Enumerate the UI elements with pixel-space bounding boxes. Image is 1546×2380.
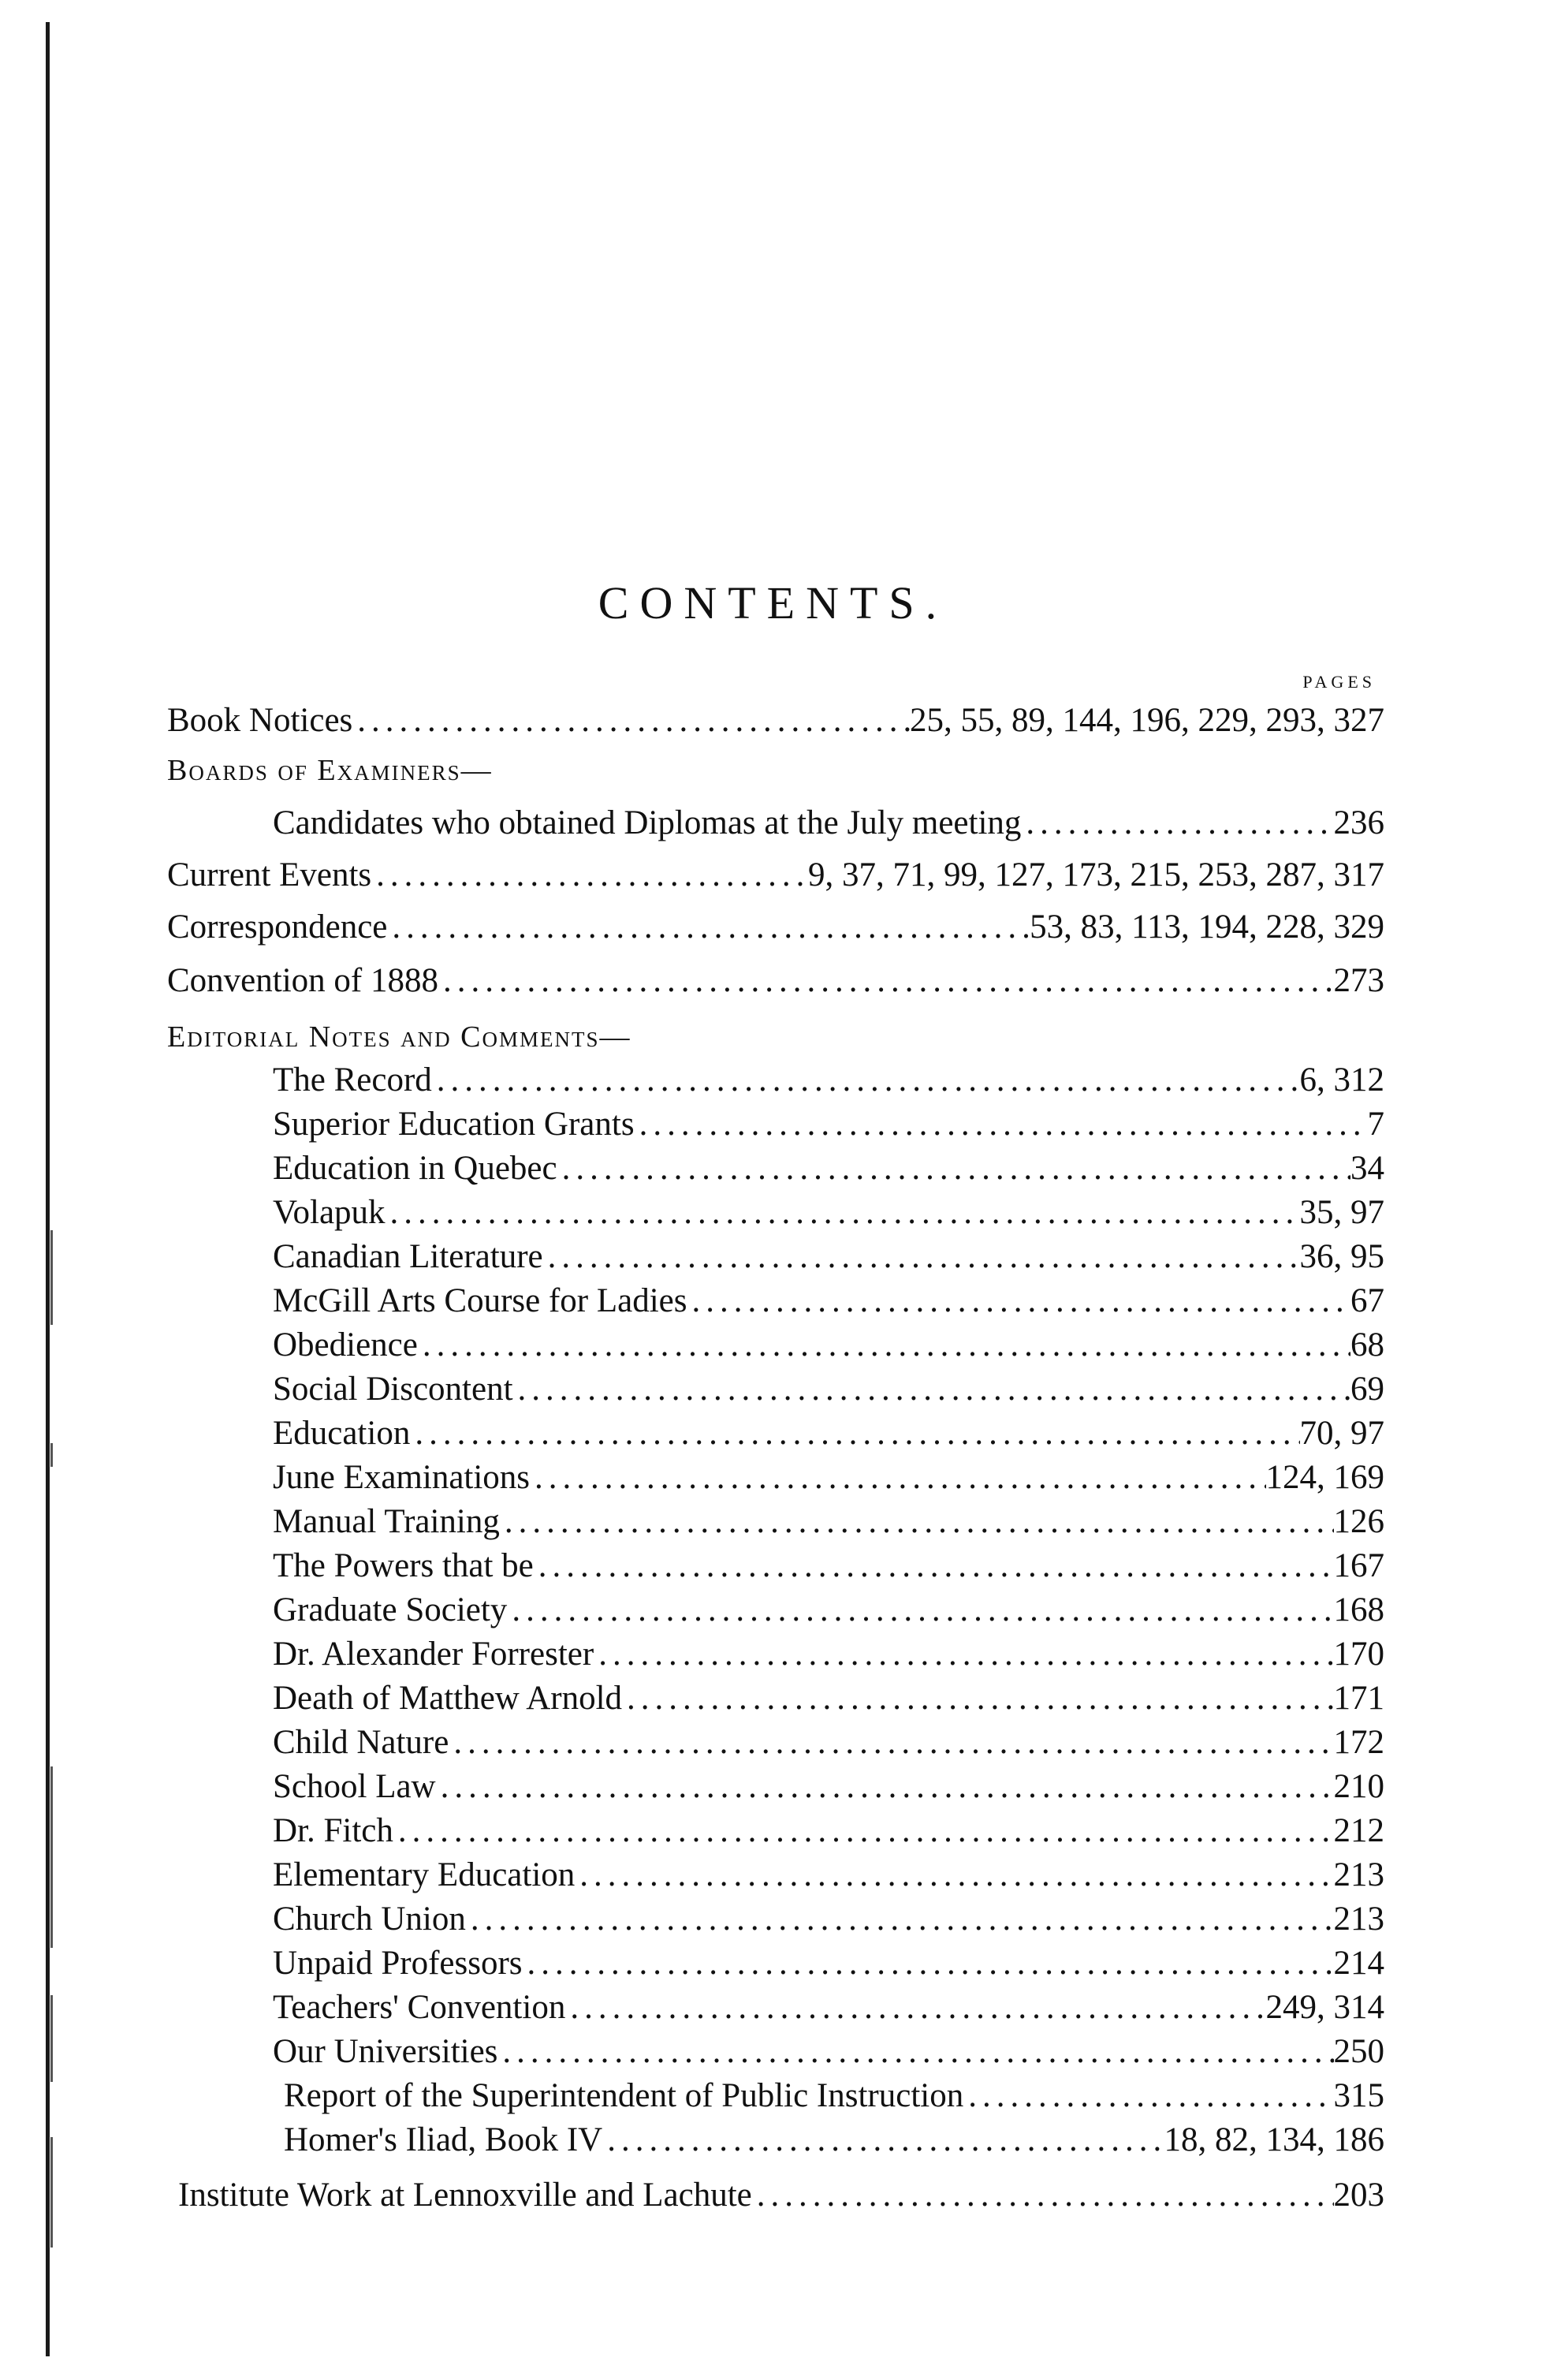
dot-leader <box>497 2030 1333 2074</box>
toc-entry-pages: 236 <box>1333 804 1384 841</box>
margin-speck <box>50 1230 53 1325</box>
toc-entry-pages: 36, 95 <box>1299 1238 1384 1275</box>
dot-leader <box>565 1986 1265 2030</box>
dot-leader <box>575 1853 1333 1897</box>
toc-entry-pages: 213 <box>1333 1856 1384 1893</box>
toc-entry-pages: 170 <box>1333 1636 1384 1673</box>
toc-entry <box>273 1412 1384 1456</box>
dot-leader <box>594 1632 1333 1677</box>
margin-rule <box>46 22 50 2356</box>
toc-entry-title: The Powers that be <box>273 1547 534 1584</box>
dot-leader <box>393 1809 1334 1853</box>
dot-leader <box>387 905 1030 949</box>
toc-entry-title: Obedience <box>273 1326 418 1363</box>
toc-entry-title: The Record <box>273 1061 432 1099</box>
toc-entry-title: Superior Education Grants <box>273 1106 635 1143</box>
toc-entry-title: June Examinations <box>273 1459 531 1496</box>
dot-leader <box>513 1367 1350 1412</box>
dot-leader <box>752 2173 1334 2218</box>
dot-leader <box>543 1235 1300 1279</box>
toc-entry-title: Current Events <box>167 856 372 893</box>
toc-entry-title: Manual Training <box>273 1503 500 1540</box>
toc-entry <box>273 1942 1384 1986</box>
toc-entry <box>167 699 1384 743</box>
toc-entry <box>273 1191 1384 1235</box>
dot-leader <box>534 1544 1334 1588</box>
dot-leader <box>635 1102 1368 1147</box>
toc-entry-pages: 67 <box>1350 1282 1384 1319</box>
dot-leader <box>449 1721 1333 1765</box>
toc-entry <box>273 1544 1384 1588</box>
toc-entry-pages: 126 <box>1333 1503 1384 1540</box>
toc-entry <box>167 853 1384 897</box>
dot-leader <box>530 1456 1265 1500</box>
toc-entry-title: Candidates who obtained Diplomas at the July meeting <box>273 804 1022 841</box>
toc-entry <box>273 2030 1384 2074</box>
toc-entry <box>273 1809 1384 1853</box>
toc-entry <box>273 1279 1384 1323</box>
toc-entry <box>284 2118 1384 2162</box>
toc-entry <box>284 2074 1384 2118</box>
toc-entry-pages: 203 <box>1333 2177 1384 2214</box>
toc-entry <box>273 1147 1384 1191</box>
toc-entry <box>273 1897 1384 1942</box>
section-heading: Boards of Examiners— <box>167 754 493 787</box>
dot-leader <box>410 1412 1299 1456</box>
toc-entry-title: Dr. Fitch <box>273 1812 393 1849</box>
toc-entry-title: Canadian Literature <box>273 1238 543 1275</box>
toc-entry-pages: 18, 82, 134, 186 <box>1164 2121 1384 2158</box>
pages-column-label: PAGES <box>1302 672 1376 692</box>
toc-entry-pages: 35, 97 <box>1299 1194 1384 1231</box>
toc-entry-pages: 212 <box>1333 1812 1384 1849</box>
toc-entry-pages: 7 <box>1367 1106 1384 1143</box>
toc-entry <box>273 801 1384 845</box>
page-title: CONTENTS. <box>598 577 948 629</box>
toc-entry-pages: 249, 314 <box>1265 1989 1384 2026</box>
toc-entry <box>273 1677 1384 1721</box>
dot-leader <box>352 699 910 743</box>
toc-entry-title: Dr. Alexander Forrester <box>273 1636 594 1673</box>
toc-entry-pages: 168 <box>1333 1591 1384 1628</box>
toc-entry-pages: 25, 55, 89, 144, 196, 229, 293, 327 <box>910 702 1384 739</box>
toc-entry-pages: 167 <box>1333 1547 1384 1584</box>
toc-entry-pages: 70, 97 <box>1299 1415 1384 1452</box>
toc-entry <box>273 1986 1384 2030</box>
dot-leader <box>557 1147 1350 1191</box>
toc-entry-pages: 34 <box>1350 1150 1384 1187</box>
toc-entry-title: Social Discontent <box>273 1371 513 1408</box>
dot-leader <box>687 1279 1350 1323</box>
toc-entry-title: Correspondence <box>167 908 388 946</box>
margin-speck <box>50 1995 53 2082</box>
dot-leader <box>963 2074 1333 2118</box>
toc-entry <box>167 905 1384 949</box>
toc-entry-title: Book Notices <box>167 702 353 739</box>
dot-leader <box>523 1942 1334 1986</box>
dot-leader <box>438 959 1334 1003</box>
toc-entry-pages: 68 <box>1350 1326 1384 1363</box>
margin-speck <box>50 1766 53 1948</box>
toc-entry-title: Education <box>273 1415 411 1452</box>
dot-leader <box>507 1588 1333 1632</box>
toc-entry-title: Elementary Education <box>273 1856 576 1893</box>
dot-leader <box>386 1191 1300 1235</box>
toc-entry-title: Education in Quebec <box>273 1150 557 1187</box>
toc-entry-title: Institute Work at Lennoxville and Lachute <box>178 2177 752 2214</box>
toc-entry <box>273 1721 1384 1765</box>
toc-entry-title: McGill Arts Course for Ladies <box>273 1282 687 1319</box>
toc-entry-title: Teachers' Convention <box>273 1989 566 2026</box>
toc-entry-title: Our Universities <box>273 2033 498 2070</box>
dot-leader <box>602 2118 1164 2162</box>
toc-entry-pages: 171 <box>1333 1680 1384 1717</box>
toc-entry-title: Graduate Society <box>273 1591 508 1628</box>
toc-entry-pages: 315 <box>1333 2077 1384 2114</box>
section-heading: Editorial Notes and Comments— <box>167 1020 631 1054</box>
dot-leader <box>418 1323 1350 1367</box>
toc-entry <box>273 1058 1384 1102</box>
toc-entry <box>273 1765 1384 1809</box>
dot-leader <box>622 1677 1333 1721</box>
toc-entry <box>178 2173 1384 2218</box>
toc-entry-title: Church Union <box>273 1901 466 1938</box>
toc-entry-title: Report of the Superintendent of Public Instruction <box>284 2077 964 2114</box>
toc-entry-title: Unpaid Professors <box>273 1945 523 1982</box>
toc-entry-pages: 210 <box>1333 1768 1384 1805</box>
toc-entry-pages: 250 <box>1333 2033 1384 2070</box>
toc-entry <box>273 1102 1384 1147</box>
toc-entry <box>273 1367 1384 1412</box>
toc-entry-pages: 172 <box>1333 1724 1384 1761</box>
toc-entry-pages: 213 <box>1333 1901 1384 1938</box>
dot-leader <box>432 1058 1300 1102</box>
toc-entry <box>167 959 1384 1003</box>
toc-entry-pages: 273 <box>1333 962 1384 999</box>
toc-entry <box>273 1632 1384 1677</box>
dot-leader <box>371 853 808 897</box>
toc-entry <box>273 1456 1384 1500</box>
toc-entry-pages: 9, 37, 71, 99, 127, 173, 215, 253, 287, 317 <box>808 856 1384 893</box>
toc-entry-title: Homer's Iliad, Book IV <box>284 2121 603 2158</box>
toc-entry-title: School Law <box>273 1768 436 1805</box>
toc-entry-title: Convention of 1888 <box>167 962 438 999</box>
toc-entry-title: Death of Matthew Arnold <box>273 1680 623 1717</box>
toc-entry-pages: 6, 312 <box>1299 1061 1384 1099</box>
toc-entry-pages: 69 <box>1350 1371 1384 1408</box>
toc-entry-title: Volapuk <box>273 1194 386 1231</box>
margin-speck <box>50 2137 53 2248</box>
toc-entry <box>273 1853 1384 1897</box>
toc-entry-title: Child Nature <box>273 1724 449 1761</box>
toc-entry <box>273 1588 1384 1632</box>
dot-leader <box>500 1500 1334 1544</box>
margin-speck <box>50 1443 53 1467</box>
toc-entry-pages: 124, 169 <box>1265 1459 1384 1496</box>
dot-leader <box>466 1897 1334 1942</box>
toc-entry <box>273 1500 1384 1544</box>
dot-leader <box>436 1765 1334 1809</box>
toc-entry-pages: 53, 83, 113, 194, 228, 329 <box>1030 908 1384 946</box>
toc-entry <box>273 1235 1384 1279</box>
toc-entry <box>273 1323 1384 1367</box>
dot-leader <box>1021 801 1333 845</box>
toc-entry-pages: 214 <box>1333 1945 1384 1982</box>
